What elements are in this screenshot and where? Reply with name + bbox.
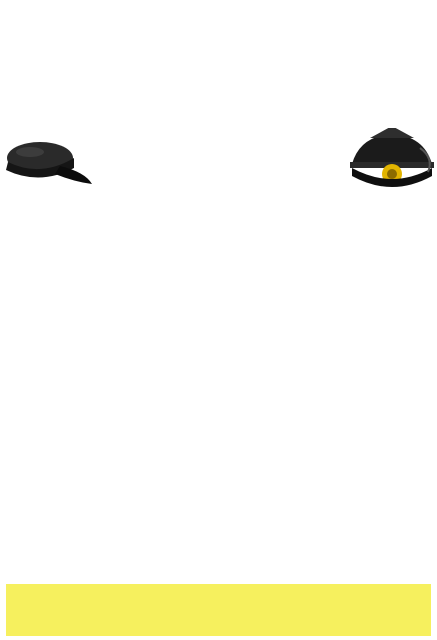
spiked-helmet-icon xyxy=(350,128,434,187)
fallen-list xyxy=(12,207,430,210)
banner-flag-triangles xyxy=(0,128,437,200)
quote-box xyxy=(6,584,431,636)
military-cap-icon xyxy=(6,142,92,184)
